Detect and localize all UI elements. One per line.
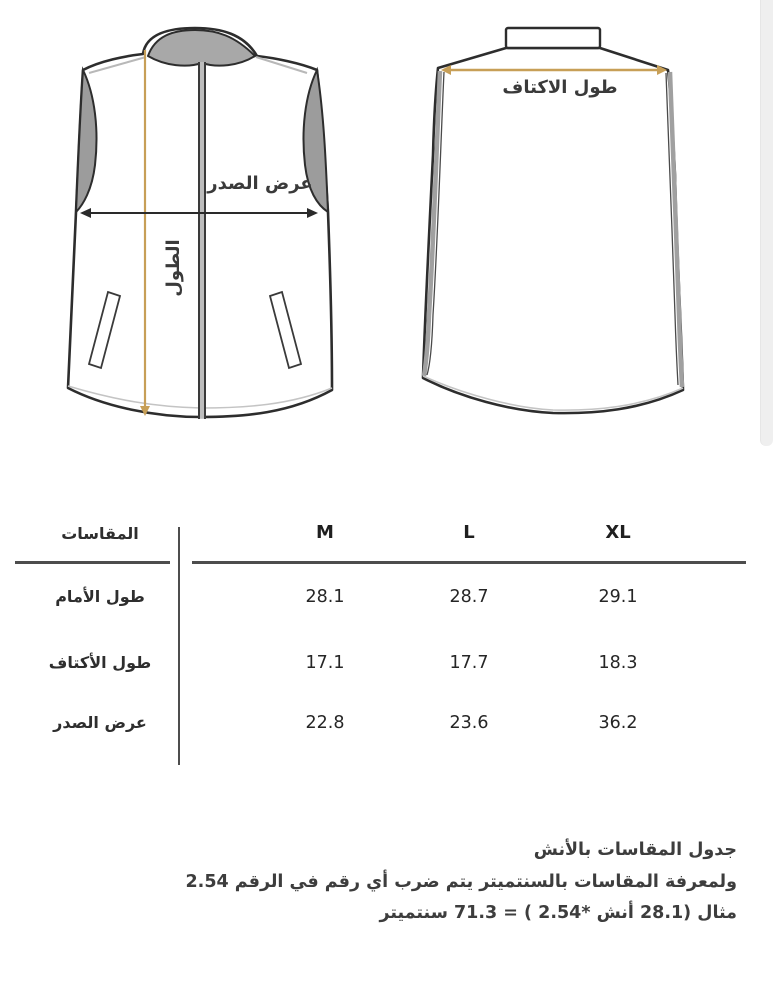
notes-block (40, 835, 737, 930)
note-example: مثال (28.1 أنش *2.54 ) = 71.3 سنتميتر (379, 903, 737, 923)
cell-shoulder-length-m: 17.1 (305, 653, 345, 673)
table-header-size-m: M (316, 522, 334, 543)
table-header-measures: المقاسات (61, 524, 139, 543)
back-body-outline (423, 48, 683, 413)
row-chest-width-label: عرض الصدر (53, 713, 147, 732)
row-shoulder-length-label: طول الأكتاف (48, 653, 152, 672)
note-cm-formula: ولمعرفة المقاسات بالسنتميتر يتم ضرب أي رقم في الرقم 2.54 (185, 871, 737, 892)
header-rule-right (192, 561, 746, 564)
cell-chest-width-m: 22.8 (305, 713, 345, 733)
vest-front-diagram (45, 15, 345, 445)
cell-chest-width-l: 23.6 (449, 713, 489, 733)
table-header-size-l: L (463, 522, 475, 543)
cell-front-length-l: 28.7 (449, 587, 489, 607)
chest-width-label: عرض الصدر (207, 173, 313, 194)
cell-front-length-m: 28.1 (305, 587, 345, 607)
length-label: الطول (163, 239, 184, 297)
cell-shoulder-length-xl: 18.3 (598, 653, 638, 673)
shoulder-length-label: طول الاكتاف (502, 77, 618, 98)
table-header-size-xl: XL (605, 522, 631, 543)
cell-shoulder-length-l: 17.7 (449, 653, 489, 673)
cell-front-length-xl: 29.1 (598, 587, 638, 607)
header-rule-left (15, 561, 170, 564)
back-collar (506, 28, 600, 48)
note-title: جدول المقاسات بالأنش (533, 840, 737, 860)
cell-chest-width-xl: 36.2 (598, 713, 638, 733)
table-vertical-divider (178, 527, 180, 765)
scrollbar[interactable] (760, 0, 773, 446)
row-front-length-label: طول الأمام (55, 587, 145, 606)
